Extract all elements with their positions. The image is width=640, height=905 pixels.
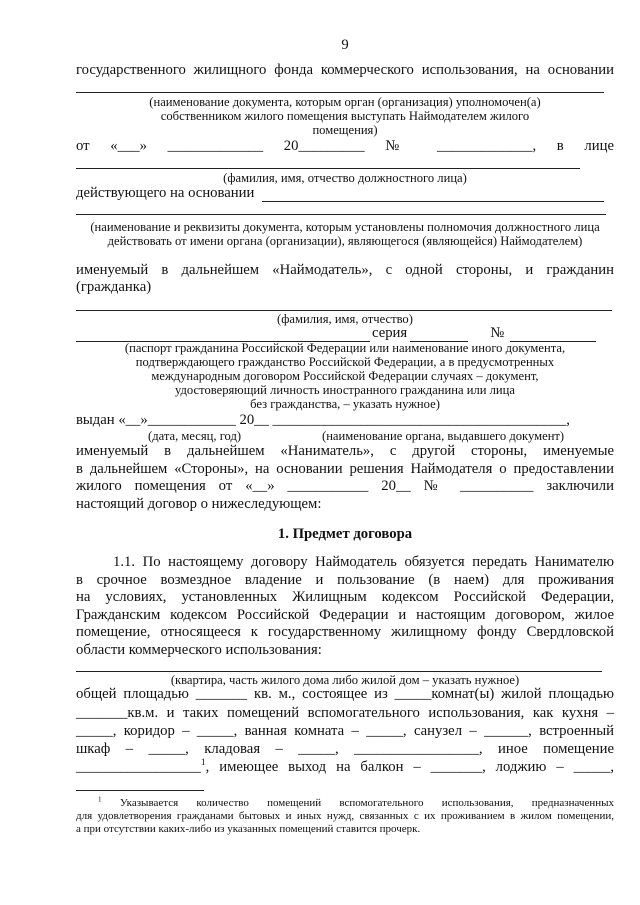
footnote-line: для удовлетворения гражданами бытовых и иных нужд, связанных с их проживанием в жилом помещении, (76, 810, 614, 822)
details-line: общей площадью _______ кв. м., состоящее из _____комнат(ы) жилой площадью (76, 686, 614, 702)
caption-issuing-authority: (наименование органа, выдавшего документ) (322, 429, 565, 443)
passport-number-label: № (490, 325, 505, 341)
caption-issue-date: (дата, месяц, год) (148, 429, 242, 443)
caption-line: помещения) (312, 123, 378, 137)
caption-line: без гражданства, – указать нужное) (250, 397, 440, 411)
page-number: 9 (341, 37, 349, 53)
footnote (76, 797, 614, 836)
passport-line (76, 324, 614, 342)
caption-official-name (76, 171, 614, 185)
passport-series-label: серия (372, 325, 408, 341)
footnote-line: а при отсутствии каких-либо из указанных помещений ставится прочерк. (76, 823, 421, 835)
paragraph-line: в дальнейшем «Стороны», на основании решения Наймодателя о предоставлении (76, 460, 614, 477)
fill-in-rule (76, 168, 580, 169)
details-line: _______кв.м. и таких помещений вспомогательного использования, как кухня – (76, 705, 614, 721)
paragraph-line: настоящий договор о нижеследующем: (76, 495, 322, 512)
caption-passport (76, 341, 614, 411)
paragraph-line: 1.1. По настоящему договору Наймодатель обязуется передать Нанимателю (113, 554, 614, 570)
paragraph-line: именуемый в дальнейшем «Наниматель», с другой стороны, именуемые (76, 443, 614, 459)
fill-in-blank (76, 328, 370, 342)
subject-paragraph (76, 554, 614, 660)
paragraph-line: на условиях, установленных Жилищным кодексом Российской Федерации, (76, 589, 614, 606)
footnote-separator (76, 790, 204, 791)
landlord-line: именуемый в дальнейшем «Наймодатель», с одной стороны, и гражданин (76, 262, 614, 278)
footnote-mark: 1 (98, 795, 102, 804)
caption-line: международным договором Российской Федерации случаях – документ, (151, 369, 539, 383)
footnote-reference: 1 (200, 757, 206, 769)
caption-basis-document (76, 95, 614, 137)
paragraph-line: жилого помещения от «__» ___________ 20__ № __________ заключили (76, 478, 614, 495)
fill-in-underscores: _________________ (76, 759, 201, 775)
date-number-line: от «___» _____________ 20_________ № _____________, в лице (76, 138, 614, 154)
caption-line: (наименование и реквизиты документа, которым установлены полномочия должностного лица (90, 220, 600, 234)
details-text: , имеющее выход на балкон – _______, лоджию – _____, (205, 759, 614, 775)
caption-line: собственником жилого помещения выступать Наймодателем жилого (160, 109, 530, 123)
details-line (76, 758, 614, 776)
basis-line: государственного жилищного фонда коммерческого использования, на основании (76, 62, 614, 78)
caption-line: (квартира, часть жилого дома либо жилой дом – указать нужное) (170, 673, 520, 687)
caption-line: (фамилия, имя, отчество должностного лица) (223, 171, 467, 185)
details-line: _____, коридор – _____, ванная комната – _____, санузел – ______, встроенный (76, 723, 614, 739)
fill-in-rule (76, 310, 612, 311)
caption-line: (паспорт гражданина Российской Федерации или наименование иного документа, (124, 341, 566, 355)
paragraph-line: в срочное возмездное владение и пользование (в наем) для проживания (76, 571, 614, 588)
caption-line: (наименование документа, которым орган (организация) уполномочен(а) (149, 95, 541, 109)
citizen-line: (гражданка) (76, 279, 152, 295)
caption-line: подтверждающего гражданство Российской Федерации, а в предусмотренных (135, 355, 555, 369)
fill-in-rule (76, 92, 604, 93)
details-line: шкаф – _____, кладовая – _____, _________________, иное помещение (76, 741, 614, 757)
acting-label: действующего на основании (76, 185, 255, 201)
paragraph-line: области коммерческого использования: (76, 641, 322, 658)
footnote-text: Указывается количество помещений вспомогательного использования, предназначенных (119, 797, 615, 809)
fill-in-rule (76, 214, 606, 215)
section-heading: 1. Предмет договора (277, 526, 413, 542)
acting-line (76, 184, 604, 202)
fill-in-blank (410, 328, 468, 342)
fill-in-rule (76, 671, 602, 672)
fill-in-blank (262, 188, 604, 202)
paragraph-line: Гражданским кодексом Российской Федерации и настоящим договором, жилое (76, 606, 614, 623)
fill-in-blank (510, 328, 596, 342)
tenant-paragraph (76, 443, 614, 513)
caption-line: удостоверяющий личность иностранного гражданина или лица (175, 383, 515, 397)
caption-line: действовать от имени органа (организации), являющегося (являющейся) Наймодателем) (107, 234, 583, 248)
paragraph-line: помещение, относящееся к государственному жилищному фонду Свердловской (76, 624, 614, 641)
caption-line: (фамилия, имя, отчество) (277, 312, 413, 326)
caption-authority-document (76, 220, 614, 248)
issued-line: выдан «__»____________ 20__ ________________________________________, (76, 412, 570, 428)
footnote-line (76, 797, 614, 810)
